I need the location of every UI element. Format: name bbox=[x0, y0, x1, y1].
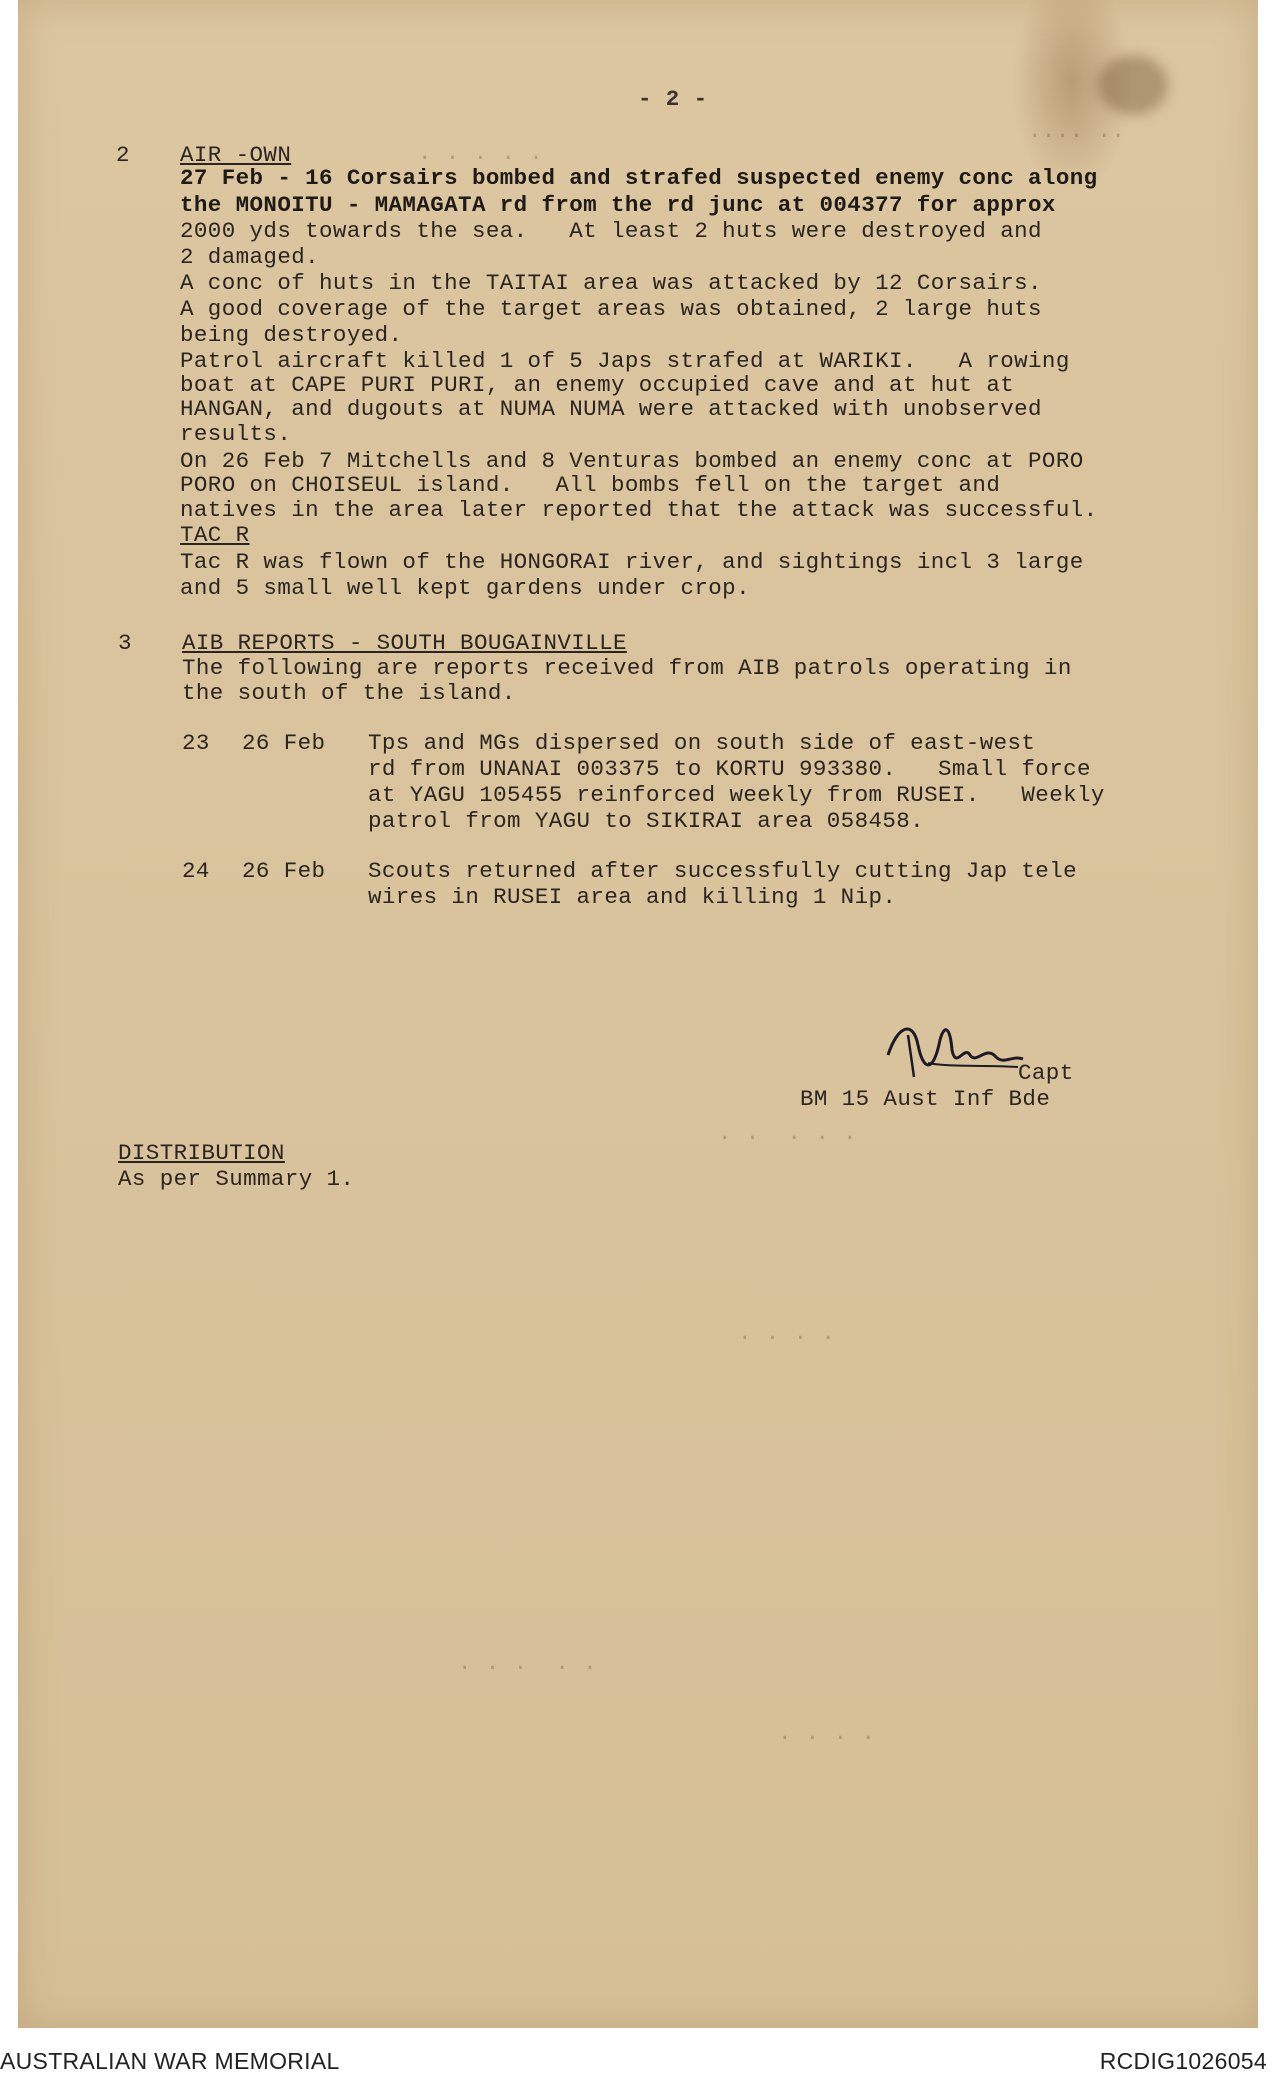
distribution-text: As per Summary 1. bbox=[118, 1166, 355, 1192]
distribution-heading: DISTRIBUTION bbox=[118, 1140, 285, 1166]
page-number: - 2 - bbox=[638, 86, 708, 112]
text-line: 27 Feb - 16 Corsairs bombed and strafed suspected enemy conc along bbox=[180, 165, 1098, 191]
text-line: results. bbox=[180, 421, 292, 447]
report-serial: 24 bbox=[182, 858, 210, 884]
text-line: On 26 Feb 7 Mitchells and 8 Venturas bombed an enemy conc at PORO bbox=[180, 448, 1084, 474]
footer-record-id: RCDIG1026054 bbox=[1099, 2048, 1267, 2074]
text-line: the MONOITU - MAMAGATA rd from the rd junc at 004377 for approx bbox=[180, 192, 1056, 218]
text-line: being destroyed. bbox=[180, 322, 403, 348]
text-line: the south of the island. bbox=[182, 680, 516, 706]
bleed-through-mark: .... .. bbox=[1028, 118, 1126, 144]
report-line: Scouts returned after successfully cutting Jap tele bbox=[368, 858, 1078, 884]
text-line: natives in the area later reported that the attack was successful. bbox=[180, 497, 1098, 523]
report-line: at YAGU 105455 reinforced weekly from RUSEI. Weekly bbox=[368, 782, 1105, 808]
report-date: 26 Feb bbox=[242, 730, 326, 756]
report-date: 26 Feb bbox=[242, 858, 326, 884]
section-number: 3 bbox=[118, 630, 132, 656]
signature-rank: Capt bbox=[1018, 1060, 1074, 1086]
text-line: A conc of huts in the TAITAI area was attacked by 12 Corsairs. bbox=[180, 270, 1042, 296]
text-line: boat at CAPE PURI PURI, an enemy occupied cave and at hut at bbox=[180, 372, 1015, 398]
bleed-through-mark: . . . . . bbox=[718, 1120, 858, 1146]
text-line: Patrol aircraft killed 1 of 5 Japs strafed at WARIKI. A rowing bbox=[180, 348, 1070, 374]
bleed-through-mark: . . . . bbox=[778, 1720, 876, 1746]
document-page bbox=[18, 0, 1258, 2028]
text-line: The following are reports received from AIB patrols operating in bbox=[182, 655, 1072, 681]
report-line: rd from UNANAI 003375 to KORTU 993380. Small force bbox=[368, 756, 1091, 782]
text-line: Tac R was flown of the HONGORAI river, and sightings incl 3 large bbox=[180, 549, 1084, 575]
footer-archive-name: AUSTRALIAN WAR MEMORIAL bbox=[0, 2048, 340, 2074]
text-line: HANGAN, and dugouts at NUMA NUMA were attacked with unobserved bbox=[180, 396, 1042, 422]
section-heading: AIR -OWN bbox=[180, 142, 292, 168]
text-line: 2 damaged. bbox=[180, 244, 320, 270]
bleed-through-mark: . . . . . bbox=[418, 140, 544, 166]
ink-stain bbox=[1098, 55, 1168, 115]
bleed-through-mark: . . . . bbox=[738, 1320, 836, 1346]
report-line: Tps and MGs dispersed on south side of east-west bbox=[368, 730, 1036, 756]
bleed-through-mark: . . . . . bbox=[458, 1650, 598, 1676]
text-line: A good coverage of the target areas was obtained, 2 large huts bbox=[180, 296, 1042, 322]
signature-appointment: BM 15 Aust Inf Bde bbox=[800, 1086, 1051, 1112]
text-line: PORO on CHOISEUL island. All bombs fell on the target and bbox=[180, 472, 1001, 498]
text-line: 2000 yds towards the sea. At least 2 huts were destroyed and bbox=[180, 218, 1042, 244]
text-line: and 5 small well kept gardens under crop. bbox=[180, 575, 750, 601]
section-heading: AIB REPORTS - SOUTH BOUGAINVILLE bbox=[182, 630, 627, 656]
section-number: 2 bbox=[116, 142, 130, 168]
handwritten-signature bbox=[878, 1015, 1028, 1085]
report-line: patrol from YAGU to SIKIRAI area 058458. bbox=[368, 808, 925, 834]
report-serial: 23 bbox=[182, 730, 210, 756]
subheading: TAC R bbox=[180, 522, 250, 548]
report-line: wires in RUSEI area and killing 1 Nip. bbox=[368, 884, 897, 910]
